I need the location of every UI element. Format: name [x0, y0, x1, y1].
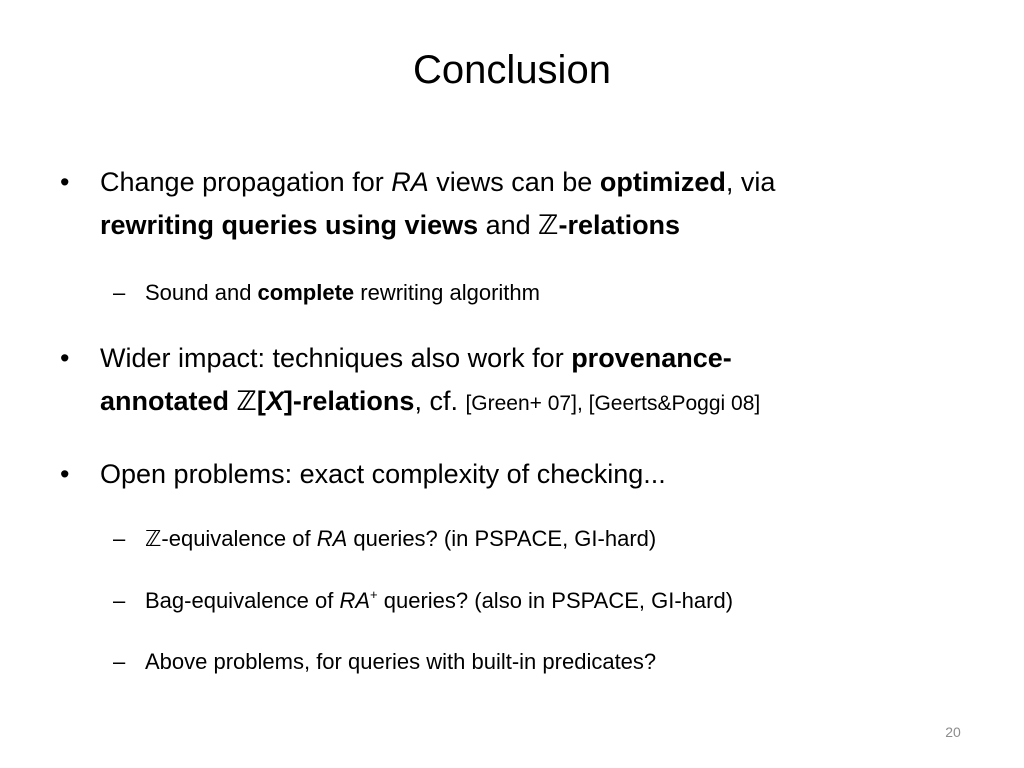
slide-number: 20: [945, 724, 961, 740]
sub-bullet-bag-equivalence: [113, 586, 925, 616]
text: Sound and: [145, 280, 258, 305]
sub-bullet-sound-complete: [113, 278, 925, 308]
bullet-marker: •: [60, 167, 70, 197]
ra-italic: RA: [391, 167, 429, 197]
text: rewriting algorithm: [354, 280, 540, 305]
text: and: [478, 210, 539, 240]
text: Bag-equivalence of: [145, 588, 340, 613]
ra-italic: RA: [339, 588, 371, 613]
bullet-change-propagation: [60, 161, 900, 247]
text: -equivalence of: [161, 526, 317, 551]
dash-marker: –: [113, 588, 126, 613]
bullet-open-problems: [60, 453, 900, 496]
zx-open: ℤ[: [236, 386, 266, 416]
bullet-wider-impact: [60, 337, 900, 425]
ra-italic: RA: [316, 526, 348, 551]
provenance-bold: provenance-: [571, 343, 732, 373]
x-italic: X: [265, 386, 284, 416]
text: queries? (also in PSPACE, GI-hard): [377, 588, 734, 613]
plus-superscript: +: [370, 587, 378, 602]
complete-bold: complete: [257, 280, 355, 305]
bullet-marker: •: [60, 459, 70, 489]
citations: [Green+ 07], [Geerts&Poggi 08]: [465, 392, 761, 415]
dash-marker: –: [113, 649, 126, 674]
text: , via: [725, 167, 776, 197]
text: Wider impact: techniques also work for: [100, 343, 572, 373]
z-symbol: ℤ: [145, 526, 162, 551]
text: Change propagation for: [100, 167, 392, 197]
slide-title: Conclusion: [413, 48, 611, 92]
text: Above problems, for queries with built-in predicates?: [145, 649, 657, 674]
text: queries? (in PSPACE, GI-hard): [347, 526, 657, 551]
sub-bullet-builtin-predicates: [113, 647, 925, 677]
text: views can be: [428, 167, 600, 197]
annotated-bold: annotated: [100, 386, 237, 416]
dash-marker: –: [113, 526, 126, 551]
z-relations-bold: ℤ-relations: [538, 210, 681, 240]
sub-bullet-z-equivalence: [113, 524, 925, 554]
dash-marker: –: [113, 280, 126, 305]
relations-bold: ]-relations: [283, 386, 415, 416]
text: , cf.: [414, 386, 466, 416]
rewriting-bold: rewriting queries using views: [100, 210, 479, 240]
bullet-marker: •: [60, 343, 70, 373]
optimized-bold: optimized: [599, 167, 726, 197]
text: Open problems: exact complexity of checking...: [100, 459, 666, 489]
